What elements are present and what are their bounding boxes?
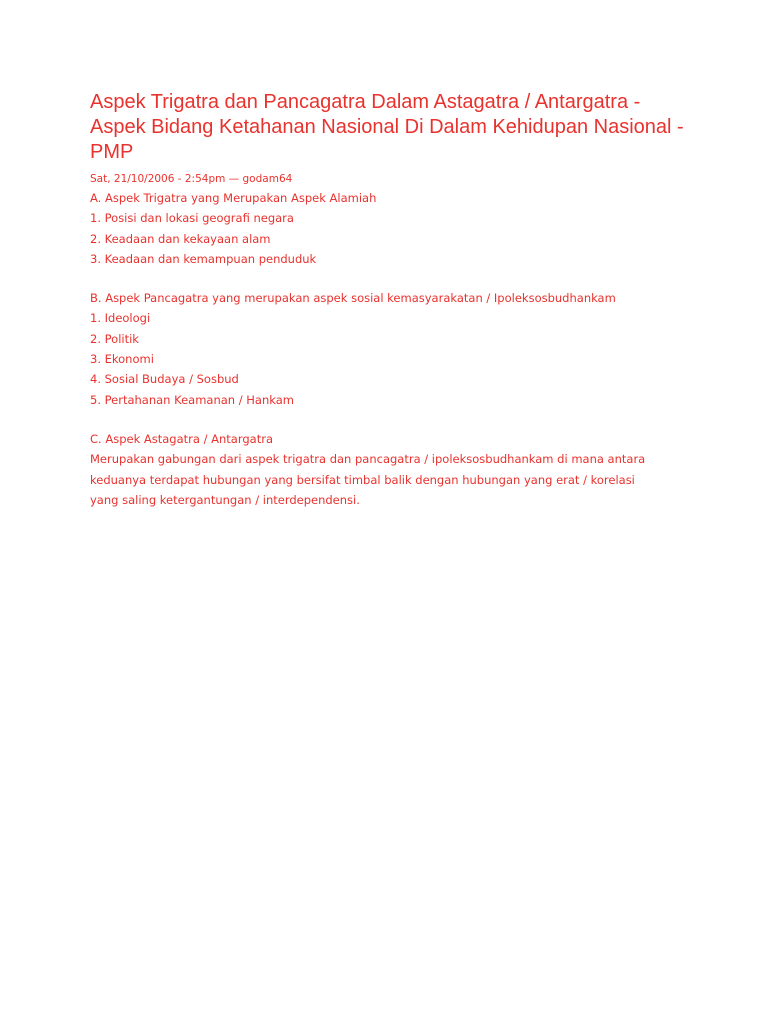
paragraph-line: Merupakan gabungan dari aspek trigatra dan pancagatra / ipoleksosbudhankam di mana antara [90, 452, 646, 467]
list-item: 2. Keadaan dan kekayaan alam [90, 231, 271, 246]
paragraph-gap [90, 269, 690, 288]
article-body [90, 188, 690, 510]
section-b [90, 288, 690, 410]
section-a [90, 188, 690, 269]
list-item: 4. Sosial Budaya / Sosbud [90, 372, 239, 387]
section-c [90, 429, 690, 510]
list-item: 1. Posisi dan lokasi geografi negara [90, 211, 294, 226]
section-b-heading: B. Aspek Pancagatra yang merupakan aspek sosial kemasyarakatan / Ipoleksosbudhankam [90, 291, 616, 306]
paragraph-line: keduanya terdapat hubungan yang bersifat timbal balik dengan hubungan yang erat / korelasi [90, 472, 635, 487]
paragraph-gap [90, 410, 690, 429]
title-line: Aspek Bidang Ketahanan Nasional Di Dalam Kehidupan Nasional - [90, 116, 684, 138]
title-line: PMP [90, 141, 134, 163]
section-c-heading: C. Aspek Astagatra / Antargatra [90, 431, 273, 446]
list-item: 2. Politik [90, 331, 139, 346]
article-title [90, 90, 690, 165]
list-item: 3. Keadaan dan kemampuan penduduk [90, 251, 317, 266]
paragraph-line: yang saling ketergantungan / interdependensi. [90, 492, 360, 507]
document-page [90, 90, 690, 510]
list-item: 3. Ekonomi [90, 352, 154, 367]
section-a-heading: A. Aspek Trigatra yang Merupakan Aspek Alamiah [90, 191, 377, 205]
list-item: 1. Ideologi [90, 311, 151, 326]
title-line: Aspek Trigatra dan Pancagatra Dalam Astagatra / Antargatra - [90, 91, 641, 113]
list-item: 5. Pertahanan Keamanan / Hankam [90, 392, 294, 407]
article-meta: Sat, 21/10/2006 - 2:54pm — godam64 [90, 173, 293, 185]
